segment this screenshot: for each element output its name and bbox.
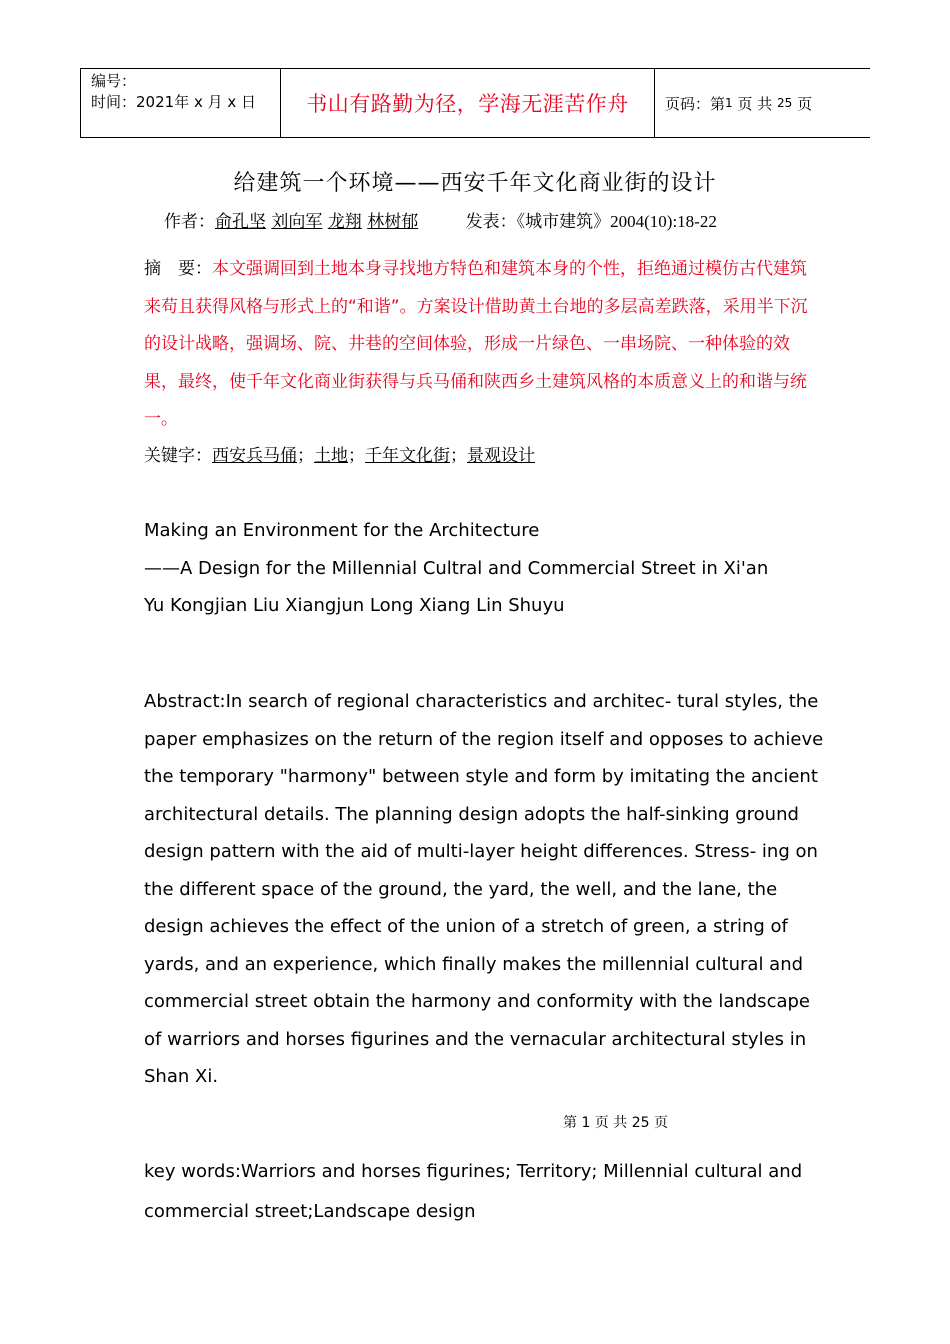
- abstract-zh-text: 本文强调回到土地本身寻找地方特色和建筑本身的个性，拒绝通过模仿古代建筑来苟且获得风格与形式上的“和谐”。方案设计借助黄土台地的多层高差跌落，采用半下沉的设计战略，强调场、院、井巷的空间体验，形成一片绿色、一串场院、一种体验的效果，最终，使千年文化商业街获得与兵马俑和陕西乡土建筑风格的本质意义上的和谐与统一。: [144, 259, 808, 429]
- english-title-block: [144, 512, 824, 625]
- author-link[interactable]: 俞孔坚: [215, 212, 266, 232]
- keywords-zh-label: 关键字：: [144, 446, 212, 466]
- keywords-zh: [144, 438, 814, 476]
- header-time-label: 时间：: [91, 93, 137, 111]
- header-meta: [80, 69, 281, 137]
- author-link[interactable]: 林树郁: [367, 212, 419, 232]
- keyword-sep: ；: [348, 446, 365, 466]
- pub-journal: 《城市建筑》: [516, 212, 611, 232]
- page-total: 25: [777, 96, 793, 110]
- pub-issue: 2004(10):18-22: [610, 212, 717, 231]
- page-prefix: 页码：第: [665, 94, 726, 113]
- author-label: 作者：: [164, 212, 215, 232]
- english-keywords: key words:Warriors and horses figurines; Territory; Millennial cultural and commercial street;Landscape design: [144, 1161, 803, 1222]
- page-footer: 第 1 页 共 25 页: [563, 1115, 668, 1131]
- article-title: 给建筑一个环境——西安千年文化商业街的设计: [233, 171, 717, 196]
- keyword-sep: ；: [297, 446, 314, 466]
- abstract-zh: [144, 251, 814, 439]
- keyword-link[interactable]: 千年文化街: [365, 446, 450, 466]
- header-number: 编号：: [91, 72, 137, 90]
- pub-label: 发表：: [465, 212, 517, 232]
- byline: [164, 207, 717, 232]
- page-suffix: 页: [797, 94, 813, 113]
- keyword-link[interactable]: 西安兵马俑: [212, 446, 297, 466]
- english-abstract: Abstract:In search of regional characteristics and architec- tural styles, the paper emphasizes on the return of the region itself and opposes to achieve the temporary "harmony" between style and form by imitating the ancient architectural details. The planning design adopts the half-sinking ground design pattern with the aid of multi-layer height differences. Stress- ing on the different space of the ground, the yard, the well, and the lane, the design achieves the effect of the union of a stretch of green, a string of yards, and an experience, which finally makes the millennial cultural and commercial street obtain the harmony and conformity with the landscape of warriors and horses figurines and the vernacular architectural styles in Shan Xi.: [144, 691, 824, 1087]
- english-authors: Yu Kongjian Liu Xiangjun Long Xiang Lin Shuyu: [144, 595, 565, 616]
- keyword-sep: ；: [450, 446, 467, 466]
- english-title-line2: ——A Design for the Millennial Cultral and Commercial Street in Xi'an: [144, 557, 769, 579]
- author-link[interactable]: 刘向军: [271, 212, 323, 232]
- header-time: [91, 92, 280, 113]
- publication: [466, 212, 717, 232]
- header-time-year: 2021: [136, 93, 175, 111]
- keyword-link[interactable]: 土地: [314, 446, 348, 466]
- header-page-info: [655, 69, 870, 137]
- keyword-link[interactable]: 景观设计: [467, 446, 535, 466]
- document-header: [80, 68, 870, 138]
- page-current: 1: [725, 96, 733, 110]
- english-title-line1: Making an Environment for the Architecture: [144, 520, 540, 541]
- header-motto: 书山有路勤为径，学海无涯苦作舟: [281, 69, 655, 137]
- abstract-zh-label: 摘 要：: [144, 259, 212, 279]
- page-mid: 页 共: [737, 94, 773, 113]
- author-link[interactable]: 龙翔: [327, 212, 362, 232]
- header-time-rest: 年 x 月 x 日: [174, 93, 257, 111]
